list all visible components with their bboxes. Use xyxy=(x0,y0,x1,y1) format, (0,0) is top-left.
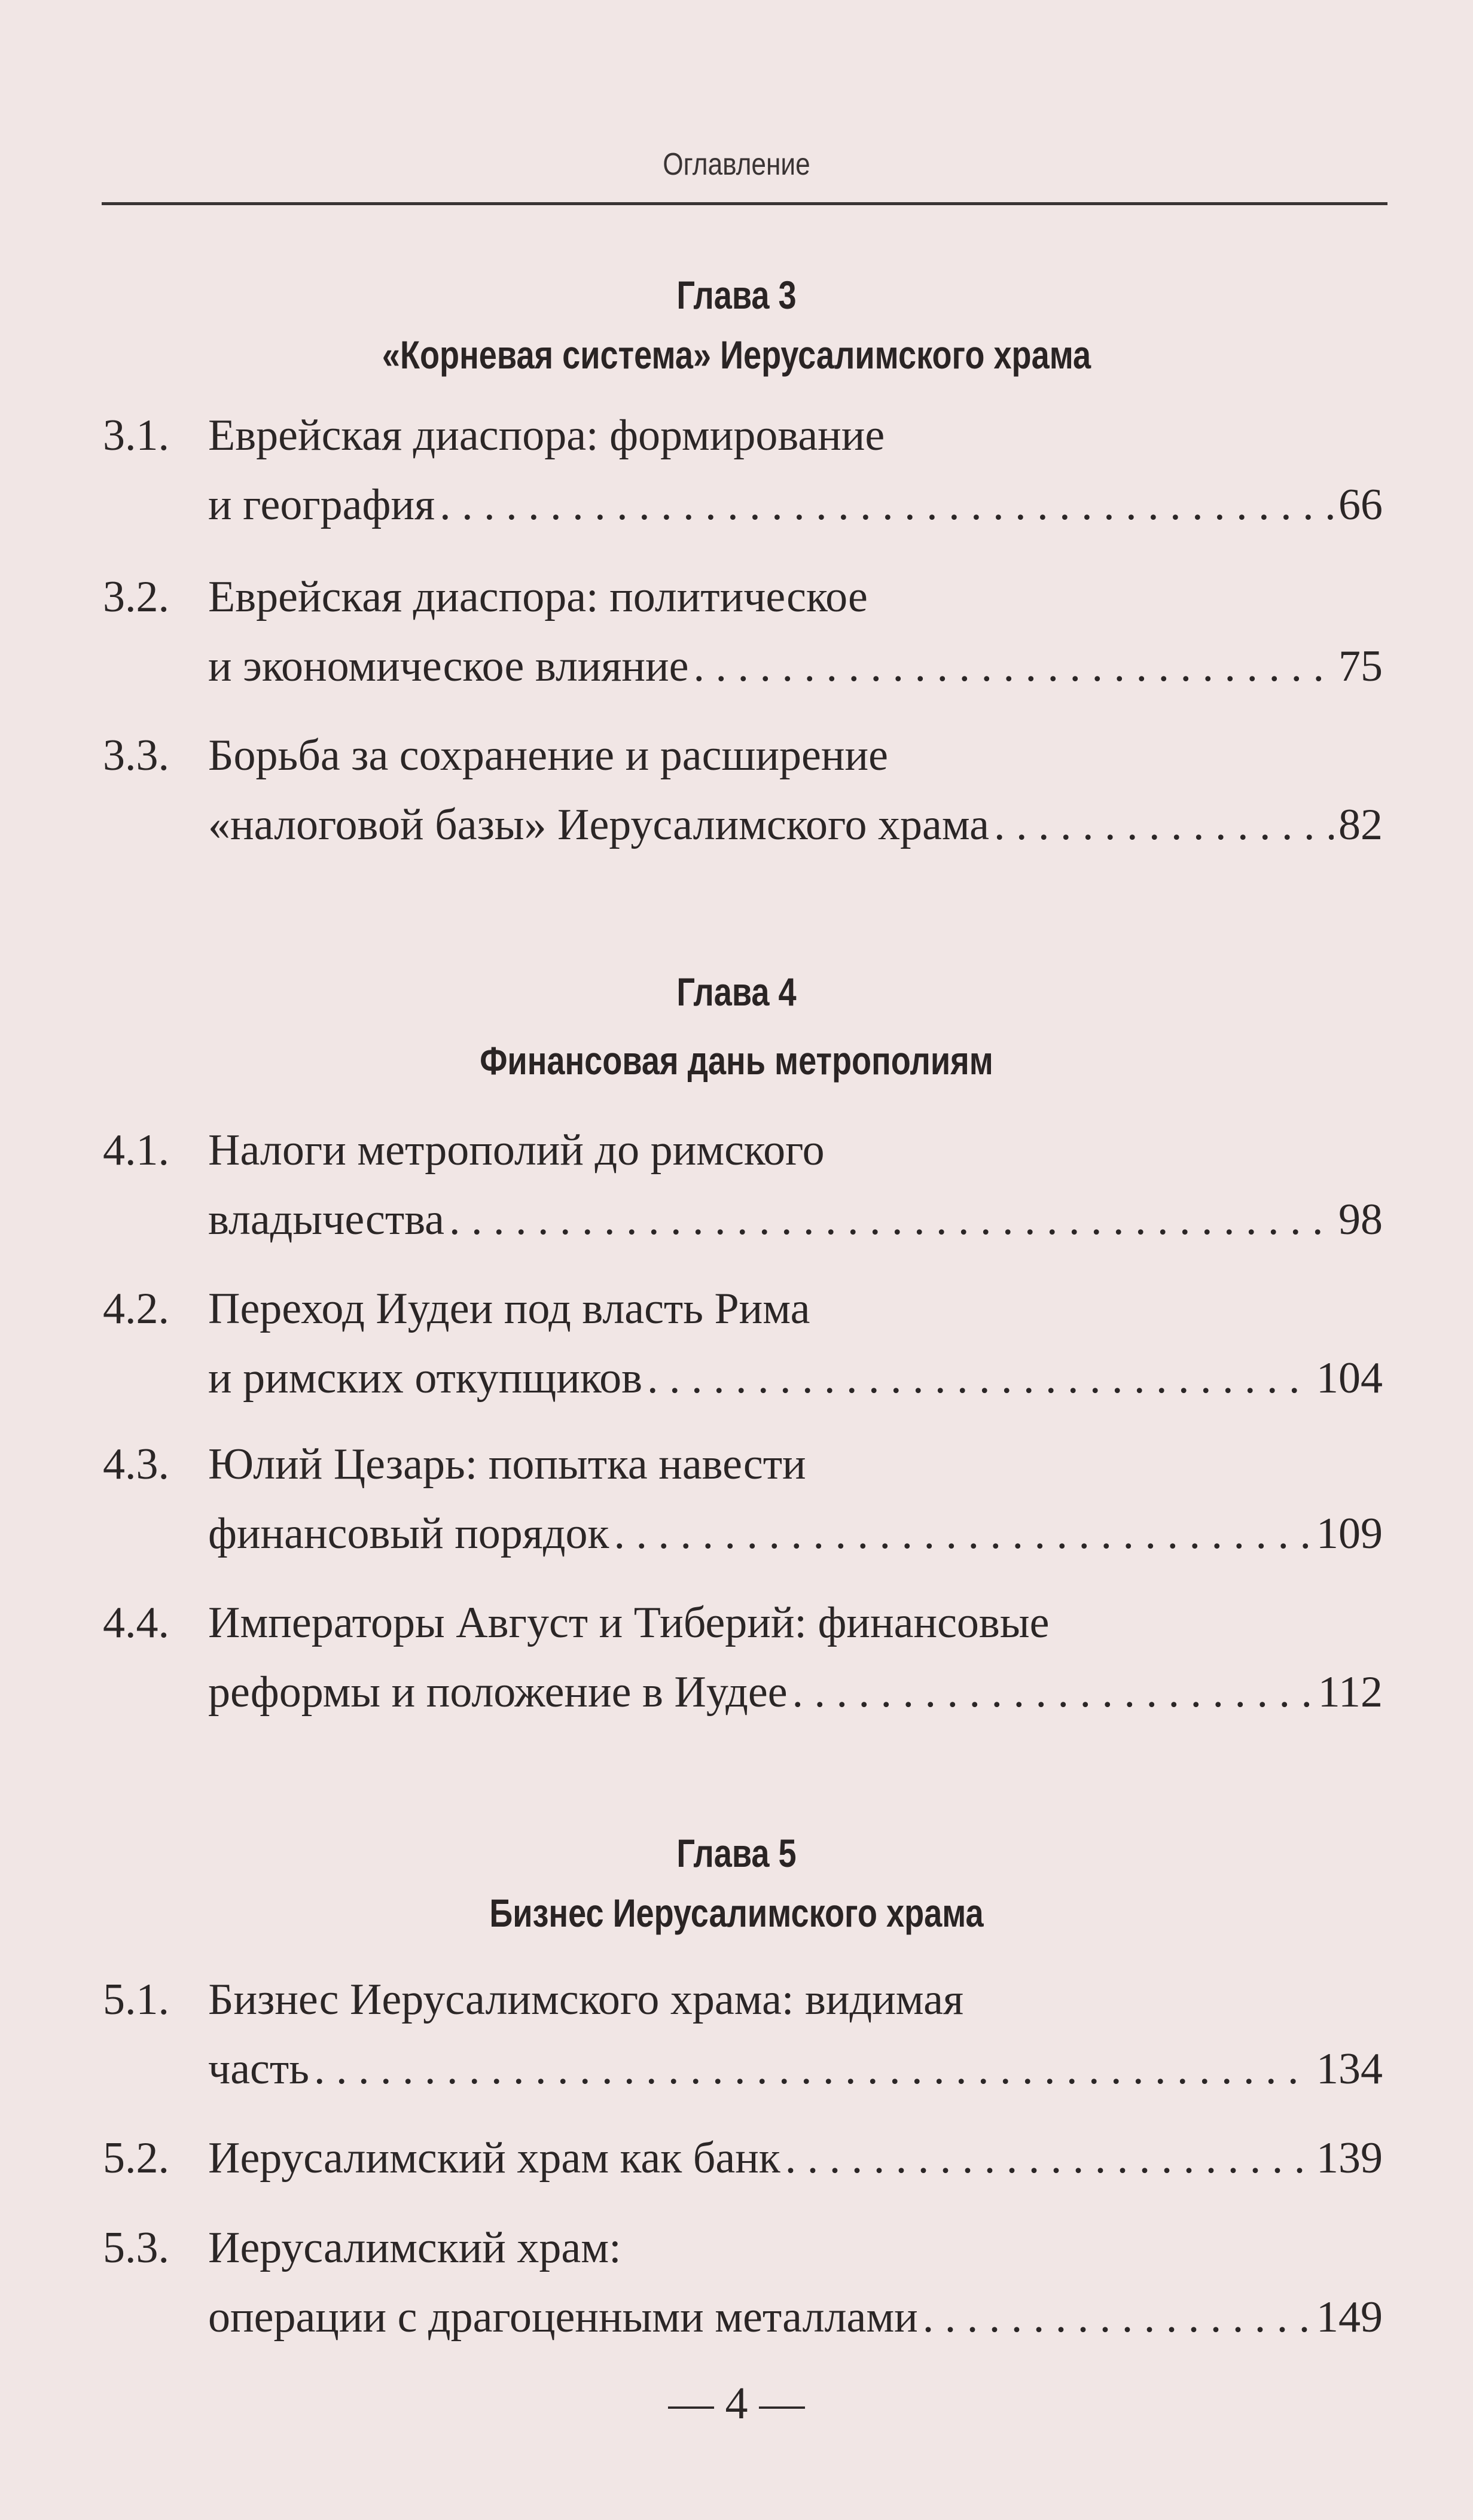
chapter-5-title: Бизнес Иерусалимского храма xyxy=(489,1891,984,1935)
entry-number: 3.2. xyxy=(103,572,169,621)
entry-title-cont: «налоговой базы» Иерусалимского храма xyxy=(208,800,989,849)
toc-entry[interactable] xyxy=(103,1965,1383,2104)
dot-leader xyxy=(647,1343,1312,1413)
entry-number: 5.3. xyxy=(103,2223,169,2272)
entry-page: 139 xyxy=(1316,2134,1383,2183)
entry-title-cont: и экономическое влияние xyxy=(208,642,689,691)
chapter-5-label: Глава 5 xyxy=(676,1831,797,1875)
chapter-4-title: Финансовая дань метрополиям xyxy=(480,1038,993,1083)
toc-entry[interactable] xyxy=(103,401,1383,540)
running-header: Оглавление xyxy=(663,147,810,182)
entry-number: 5.1. xyxy=(103,1975,169,2024)
entry-page: 112 xyxy=(1318,1668,1383,1717)
entry-page: 149 xyxy=(1316,2293,1383,2342)
entry-number: 3.1. xyxy=(103,411,169,460)
entry-title: Бизнес Иерусалимского храма: видимая xyxy=(208,1975,963,2024)
entry-title: Переход Иудеи под власть Рима xyxy=(208,1284,810,1333)
toc-entry[interactable] xyxy=(103,2123,1383,2193)
toc-entry[interactable] xyxy=(103,2213,1383,2352)
chapter-3-label: Глава 3 xyxy=(676,273,797,317)
entry-number: 5.2. xyxy=(103,2134,169,2183)
entry-title-cont: финансовый порядок xyxy=(208,1509,609,1558)
dot-leader xyxy=(693,632,1334,701)
dot-leader xyxy=(314,2034,1312,2104)
entry-title-cont: и римских откупщиков xyxy=(208,1354,643,1403)
entry-page: 75 xyxy=(1338,642,1383,691)
chapter-4-label: Глава 4 xyxy=(676,970,797,1014)
dot-leader xyxy=(994,790,1334,860)
entry-title-cont: реформы и положение в Иудее xyxy=(208,1668,788,1717)
entry-page: 109 xyxy=(1316,1509,1383,1558)
entry-title-cont: часть xyxy=(208,2044,309,2094)
entry-page: 66 xyxy=(1338,480,1383,529)
entry-title: Еврейская диаспора: формирование xyxy=(208,411,885,460)
dot-leader xyxy=(614,1499,1312,1568)
entry-title-cont: операции с драгоценными металлами xyxy=(208,2293,918,2342)
chapter-3-title: «Корневая система» Иерусалимского храма xyxy=(382,333,1091,377)
entry-title-cont: и география xyxy=(208,480,435,529)
entry-title: Иерусалимский храм: xyxy=(208,2223,621,2272)
toc-entry[interactable] xyxy=(103,1274,1383,1413)
entry-page: 98 xyxy=(1338,1195,1383,1244)
dot-leader xyxy=(449,1185,1334,1254)
entry-title: Иерусалимский храм как банк xyxy=(208,2134,780,2183)
dot-leader xyxy=(792,1657,1313,1727)
entry-page: 104 xyxy=(1316,1354,1383,1403)
page-number: — 4 — xyxy=(668,2378,805,2428)
dot-leader xyxy=(923,2283,1312,2352)
entry-number: 4.4. xyxy=(103,1598,169,1647)
entry-page: 82 xyxy=(1338,800,1383,849)
entry-number: 4.1. xyxy=(103,1126,169,1175)
entry-title: Еврейская диаспора: политическое xyxy=(208,572,868,621)
entry-number: 4.2. xyxy=(103,1284,169,1333)
dot-leader xyxy=(440,470,1334,540)
toc-entry[interactable] xyxy=(103,1430,1383,1568)
toc-entry[interactable] xyxy=(103,1588,1383,1727)
entry-number: 3.3. xyxy=(103,731,169,780)
entry-title: Императоры Август и Тиберий: финансовые xyxy=(208,1598,1050,1647)
dot-leader xyxy=(785,2123,1312,2193)
entry-title: Борьба за сохранение и расширение xyxy=(208,731,888,780)
entry-title-cont: владычества xyxy=(208,1195,445,1244)
entry-title: Налоги метрополий до римского xyxy=(208,1126,825,1175)
toc-entry[interactable] xyxy=(103,1116,1383,1254)
entry-number: 4.3. xyxy=(103,1440,169,1489)
entry-title: Юлий Цезарь: попытка навести xyxy=(208,1440,806,1489)
header-rule xyxy=(102,202,1387,205)
toc-entry[interactable] xyxy=(103,562,1383,701)
entry-page: 134 xyxy=(1316,2044,1383,2094)
toc-entry[interactable] xyxy=(103,721,1383,860)
